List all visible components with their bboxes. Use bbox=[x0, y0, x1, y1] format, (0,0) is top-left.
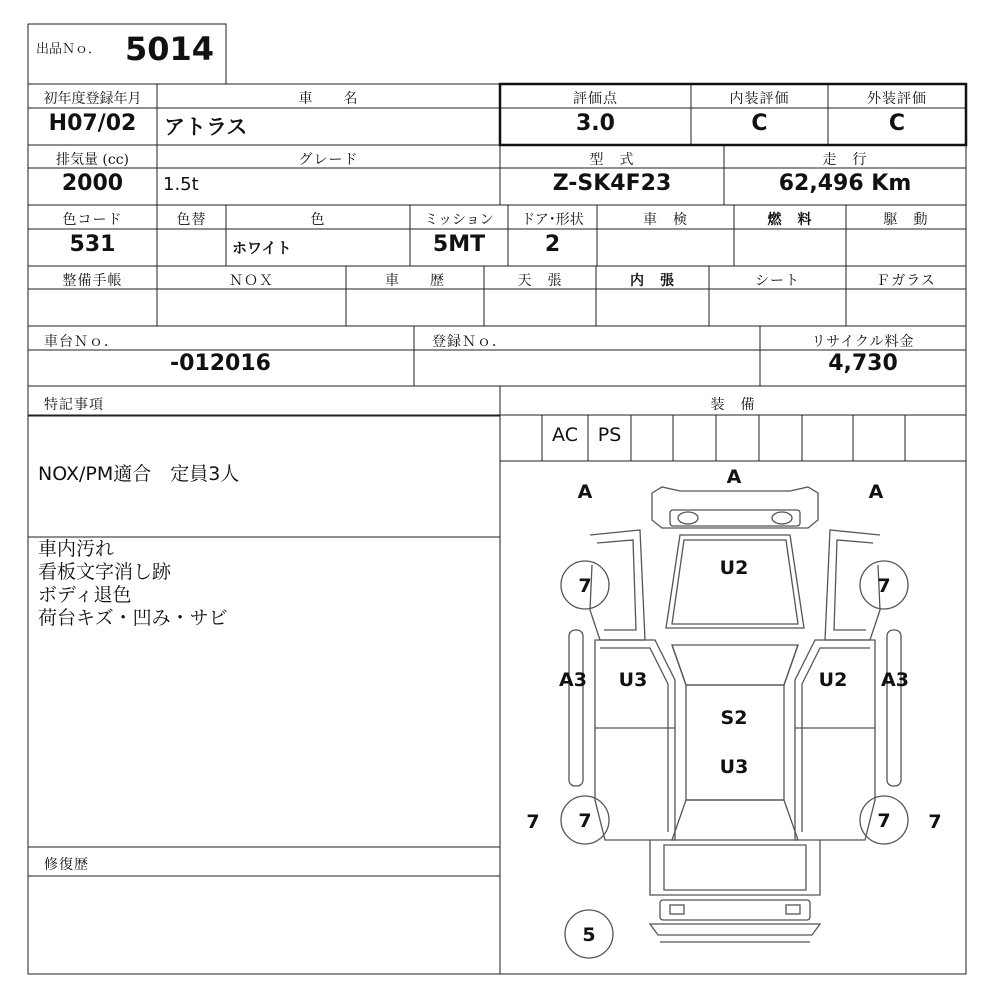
maintenance-book-label: 整備手帳 bbox=[62, 273, 123, 289]
notes-item: ボディ退色 bbox=[38, 584, 132, 606]
front-glass-label: Ｆガラス bbox=[876, 273, 936, 289]
inspection-label: 車 検 bbox=[643, 212, 688, 228]
drive-label: 駆 動 bbox=[883, 212, 929, 228]
equipment-label: 装 備 bbox=[710, 397, 756, 413]
mark-front-right-wheel: 7 bbox=[877, 575, 891, 597]
mark-right-door-u: U2 bbox=[818, 669, 848, 691]
color-value: ホワイト bbox=[232, 239, 292, 257]
car-name-value: アトラス bbox=[164, 115, 248, 139]
mark-right-door-a: A3 bbox=[881, 669, 909, 691]
reg-date-label: 初年度登録年月 bbox=[43, 91, 142, 107]
mark-rear-left-wheel: 7 bbox=[578, 810, 592, 832]
interior-label: 内装評価 bbox=[729, 91, 790, 107]
mark-front-right: A bbox=[868, 481, 884, 503]
interior-trim-label: 内 張 bbox=[630, 273, 675, 289]
notes-item: 看板文字消し跡 bbox=[38, 561, 172, 583]
mark-rear-right-outer: 7 bbox=[928, 811, 942, 833]
score-value: 3.0 bbox=[576, 111, 615, 136]
mark-bed-u: U3 bbox=[719, 756, 749, 778]
notes-label: 特記事項 bbox=[44, 397, 104, 413]
equipment-cell-ps: PS bbox=[597, 424, 622, 446]
fuel-label: 燃 料 bbox=[767, 212, 813, 228]
mark-front-center: A bbox=[726, 466, 742, 488]
mark-left-door-a: A3 bbox=[559, 669, 587, 691]
history-label: 車 歴 bbox=[385, 273, 445, 289]
color-code-value: 531 bbox=[69, 232, 116, 257]
mark-front-left: A bbox=[577, 481, 593, 503]
mission-label: ミッション bbox=[424, 212, 494, 228]
color-code-label: 色コード bbox=[62, 212, 123, 228]
color-label: 色 bbox=[310, 212, 326, 228]
notes-item: 荷台キズ・凹み・サビ bbox=[38, 607, 228, 629]
exterior-label: 外装評価 bbox=[867, 91, 927, 107]
grade-label: グレード bbox=[298, 152, 359, 168]
score-label: 評価点 bbox=[573, 91, 618, 107]
lot-label: 出品Ｎｏ． bbox=[36, 42, 102, 57]
notes-line-1: NOX/PM適合 定員3人 bbox=[38, 463, 240, 485]
repaint-label: 色替 bbox=[176, 212, 207, 228]
displacement-label: 排気量 (cc) bbox=[55, 152, 130, 168]
mark-bed-s: S2 bbox=[720, 707, 748, 729]
model-value: Z-SK4F23 bbox=[552, 171, 672, 196]
seat-label: シート bbox=[755, 273, 800, 289]
model-label: 型 式 bbox=[589, 152, 635, 168]
reg-date-value: H07/02 bbox=[48, 111, 137, 136]
lot-number: 5014 bbox=[125, 30, 215, 68]
notes-item: 車内汚れ bbox=[38, 538, 115, 560]
equipment-cell-ac: AC bbox=[552, 424, 578, 446]
exterior-value: C bbox=[888, 111, 906, 136]
registration-number-label: 登録Ｎｏ． bbox=[432, 334, 507, 350]
headliner-label: 天 張 bbox=[517, 273, 563, 289]
interior-value: C bbox=[751, 111, 768, 136]
mark-cab-roof: U2 bbox=[719, 557, 749, 579]
mark-rear-right-wheel: 7 bbox=[877, 810, 891, 832]
mark-rear-left-outer: 7 bbox=[526, 811, 540, 833]
recycle-fee-value: 4,730 bbox=[828, 351, 898, 376]
mark-front-left-wheel: 7 bbox=[578, 575, 592, 597]
nox-label: ＮＯＸ bbox=[229, 273, 274, 289]
chassis-number-label: 車台Ｎｏ． bbox=[44, 334, 119, 350]
recycle-fee-label: リサイクル料金 bbox=[811, 334, 915, 350]
mark-left-door-u: U3 bbox=[618, 669, 648, 691]
grade-value: 1.5t bbox=[163, 174, 199, 195]
car-name-label: 車 名 bbox=[298, 91, 359, 107]
door-shape-value: 2 bbox=[544, 232, 561, 257]
mileage-label: 走 行 bbox=[822, 152, 868, 168]
displacement-value: 2000 bbox=[61, 171, 124, 196]
mark-rear-bumper: 5 bbox=[582, 924, 596, 946]
mileage-value: 62,496 Km bbox=[778, 171, 912, 196]
door-shape-label: ドア･形状 bbox=[521, 212, 584, 228]
chassis-number-value: -012016 bbox=[170, 351, 271, 376]
repair-history-label: 修復歴 bbox=[44, 857, 89, 873]
mission-value: 5MT bbox=[432, 232, 486, 257]
